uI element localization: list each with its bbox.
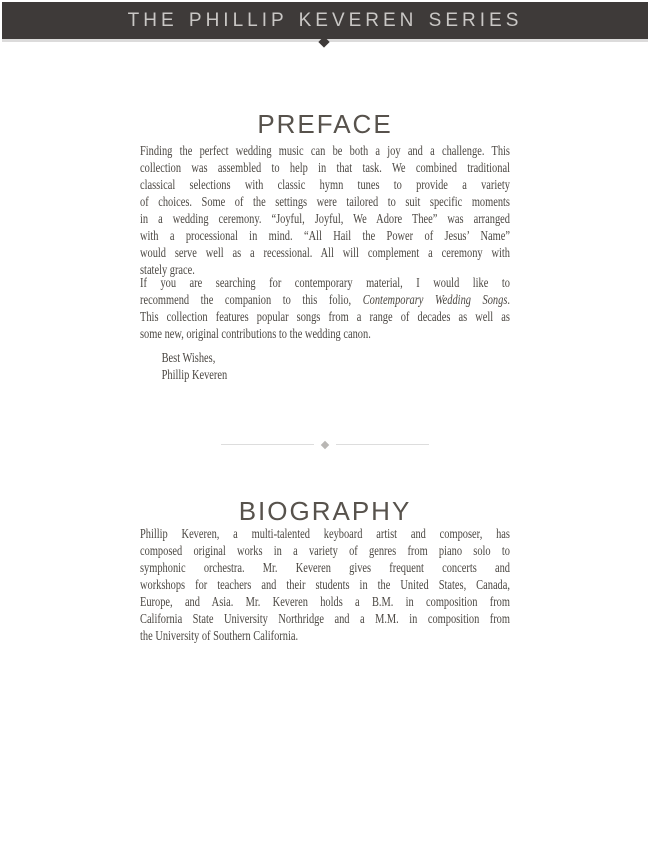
text-line — [140, 176, 510, 193]
text-line — [140, 525, 510, 542]
text-line — [140, 244, 510, 261]
text-line — [140, 308, 510, 325]
text-segment: symphonic orchestra. Mr. Keveren gives frequent concerts and — [140, 560, 510, 575]
italic-title-text: Contemporary Wedding Songs — [362, 292, 508, 307]
text-segment: of choices. Some of the settings were tailored to suit specific moments — [140, 194, 510, 209]
text-segment: in a wedding ceremony. “Joyful, Joyful, We Adore Thee” was arranged — [140, 211, 510, 226]
divider-diamond-ornament — [321, 440, 329, 448]
text-segment: California State University Northridge and a M.M. in composition from — [140, 611, 510, 626]
text-segment: recommend the companion to this folio, — [140, 292, 363, 307]
text-line — [140, 325, 510, 342]
text-line — [140, 542, 510, 559]
text-segment: classical selections with classic hymn tunes to provide a variety — [140, 177, 510, 192]
divider-line-right — [336, 444, 429, 445]
series-title: THE PHILLIP KEVEREN SERIES — [127, 10, 523, 31]
text-line — [140, 159, 510, 176]
text-segment: would serve well as a recessional. All will complement a ceremony with — [140, 245, 510, 260]
preface-paragraph-1 — [140, 142, 510, 278]
signoff — [140, 349, 532, 383]
text-segment: composed original works in a variety of genres from piano solo to — [140, 543, 510, 558]
text-segment: the University of Southern California. — [140, 628, 299, 643]
text-line — [140, 291, 510, 308]
text-line — [140, 593, 510, 610]
preface-heading: PREFACE — [257, 109, 393, 139]
text-line — [140, 627, 510, 644]
text-segment: This collection features popular songs from a range of decades as well as — [140, 309, 510, 324]
page-content — [140, 0, 510, 864]
biography-heading: BIOGRAPHY — [238, 496, 412, 526]
signoff-greeting: Best Wishes, — [161, 350, 216, 365]
text-line — [140, 142, 510, 159]
divider-line-left — [221, 444, 314, 445]
text-segment: If you are searching for contemporary material, I would like to — [140, 275, 510, 290]
text-segment: some new, original contributions to the wedding canon. — [140, 326, 371, 341]
text-segment: stately grace. — [140, 262, 195, 277]
text-line — [140, 610, 510, 627]
text-segment: workshops for teachers and their students in the United States, Canada, — [140, 577, 510, 592]
text-line — [140, 274, 510, 291]
text-segment: Europe, and Asia. Mr. Keveren holds a B.M. in composition from — [140, 594, 510, 609]
text-segment: with a processional in mind. “All Hail the Power of Jesus’ Name” — [140, 228, 510, 243]
signoff-author-name: Phillip Keveren — [161, 367, 228, 382]
text-line — [140, 576, 510, 593]
text-line — [140, 210, 510, 227]
text-line — [140, 193, 510, 210]
text-line — [140, 227, 510, 244]
text-segment: collection was assembled to help in that task. We combined traditional — [140, 160, 510, 175]
text-line — [140, 559, 510, 576]
text-segment: Phillip Keveren, a multi-talented keyboard artist and composer, has — [140, 526, 510, 541]
biography-paragraph — [140, 525, 510, 644]
text-segment: Finding the perfect wedding music can be both a joy and a challenge. This — [140, 143, 510, 158]
preface-paragraph-2 — [140, 274, 510, 342]
text-segment: . — [507, 292, 510, 307]
section-divider — [140, 440, 510, 449]
